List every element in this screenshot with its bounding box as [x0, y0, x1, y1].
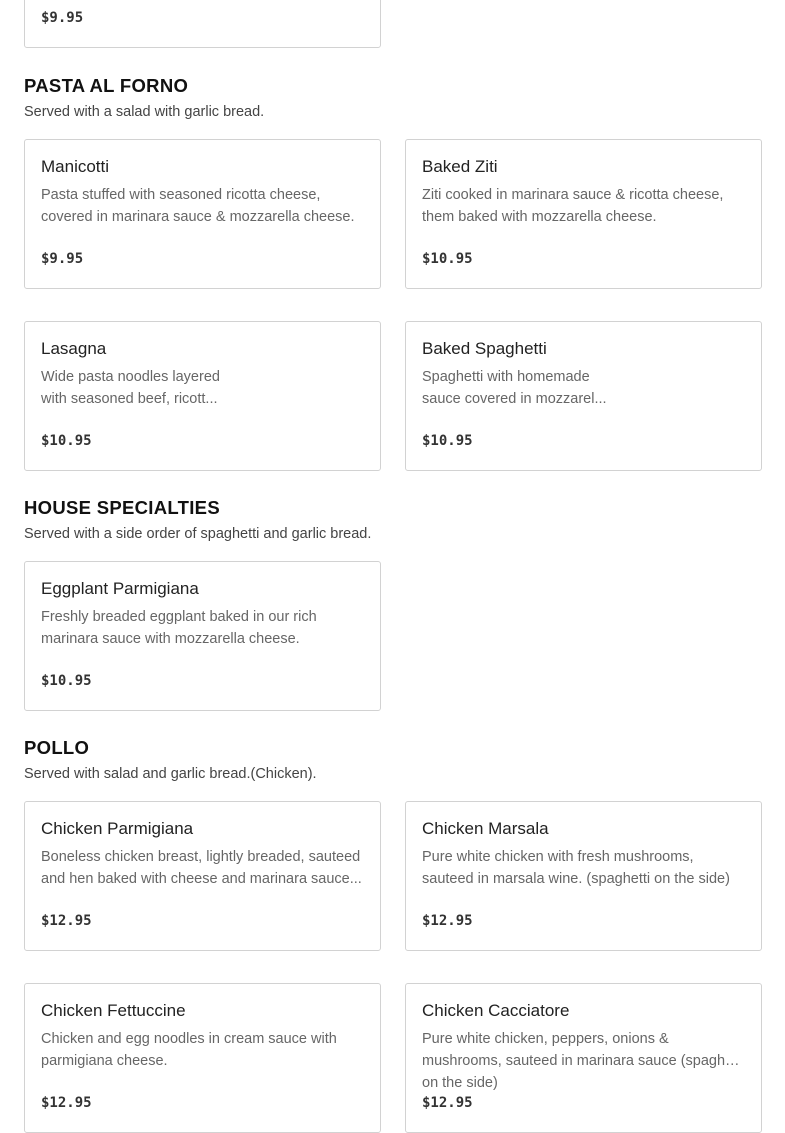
menu-item-lasagna[interactable] — [24, 321, 381, 471]
menu-item-baked-ziti[interactable] — [405, 139, 762, 289]
section-subtitle: Served with a salad with garlic bread. — [24, 104, 265, 120]
item-name: Chicken Fettuccine — [41, 1001, 186, 1020]
item-price: $9.95 — [41, 251, 84, 267]
item-description: Pure white chicken, peppers, onions & mushrooms, sauteed in marinara sauce (spaghetti on the side) — [422, 1031, 745, 1091]
item-price: $12.95 — [41, 913, 92, 929]
item-name: Lasagna — [41, 339, 107, 358]
item-description: Wide pasta noodles layered with seasoned beef, ricott... — [41, 369, 220, 407]
item-description: Ziti cooked in marinara sauce & ricotta cheese, them baked with mozzarella cheese. — [422, 187, 724, 225]
item-name: Chicken Cacciatore — [422, 1001, 570, 1020]
item-description: Boneless chicken breast, lightly breaded, sauteed and hen baked with cheese and marinara sauce... — [41, 849, 362, 887]
item-description: Chicken and egg noodles in cream sauce with parmigiana cheese. — [41, 1031, 337, 1069]
section-title-house-specialties: HOUSE SPECIALTIES — [24, 497, 220, 518]
item-description: Freshly breaded eggplant baked in our rich marinara sauce with mozzarella cheese. — [41, 609, 317, 647]
item-price: $12.95 — [422, 1095, 473, 1111]
item-name: Chicken Parmigiana — [41, 819, 194, 838]
item-description: Spaghetti with homemade sauce covered in mozzarel... — [422, 369, 607, 407]
section-subtitle: Served with salad and garlic bread.(Chicken). — [24, 766, 317, 782]
item-description: Pasta stuffed with seasoned ricotta cheese, covered in marinara sauce & mozzarella cheese. — [41, 187, 355, 225]
menu-item-card[interactable] — [24, 0, 381, 48]
section-subtitle: Served with a side order of spaghetti and garlic bread. — [24, 526, 372, 542]
item-name: Chicken Marsala — [422, 819, 549, 838]
item-price: $10.95 — [41, 433, 92, 449]
menu-item-chicken-marsala[interactable] — [405, 801, 762, 951]
menu-item-chicken-parmigiana[interactable] — [24, 801, 381, 951]
item-price: $12.95 — [41, 1095, 92, 1111]
menu-item-baked-spaghetti[interactable] — [405, 321, 762, 471]
menu-item-eggplant-parmigiana[interactable] — [24, 561, 381, 711]
section-title-pollo: POLLO — [24, 737, 90, 758]
item-description: Pure white chicken with fresh mushrooms, sauteed in marsala wine. (spaghetti on the side) — [422, 849, 730, 887]
item-price: $9.95 — [41, 10, 84, 26]
item-price: $10.95 — [41, 673, 92, 689]
item-price: $10.95 — [422, 433, 473, 449]
section-title-pasta-al-forno: PASTA AL FORNO — [24, 75, 189, 96]
menu-item-manicotti[interactable] — [24, 139, 381, 289]
item-price: $12.95 — [422, 913, 473, 929]
item-name: Manicotti — [41, 157, 110, 176]
item-name: Baked Ziti — [422, 157, 498, 176]
item-name: Baked Spaghetti — [422, 339, 547, 358]
item-price: $10.95 — [422, 251, 473, 267]
menu-item-chicken-fettuccine[interactable] — [24, 983, 381, 1133]
menu-item-chicken-cacciatore[interactable] — [405, 983, 762, 1133]
item-name: Eggplant Parmigiana — [41, 579, 199, 598]
